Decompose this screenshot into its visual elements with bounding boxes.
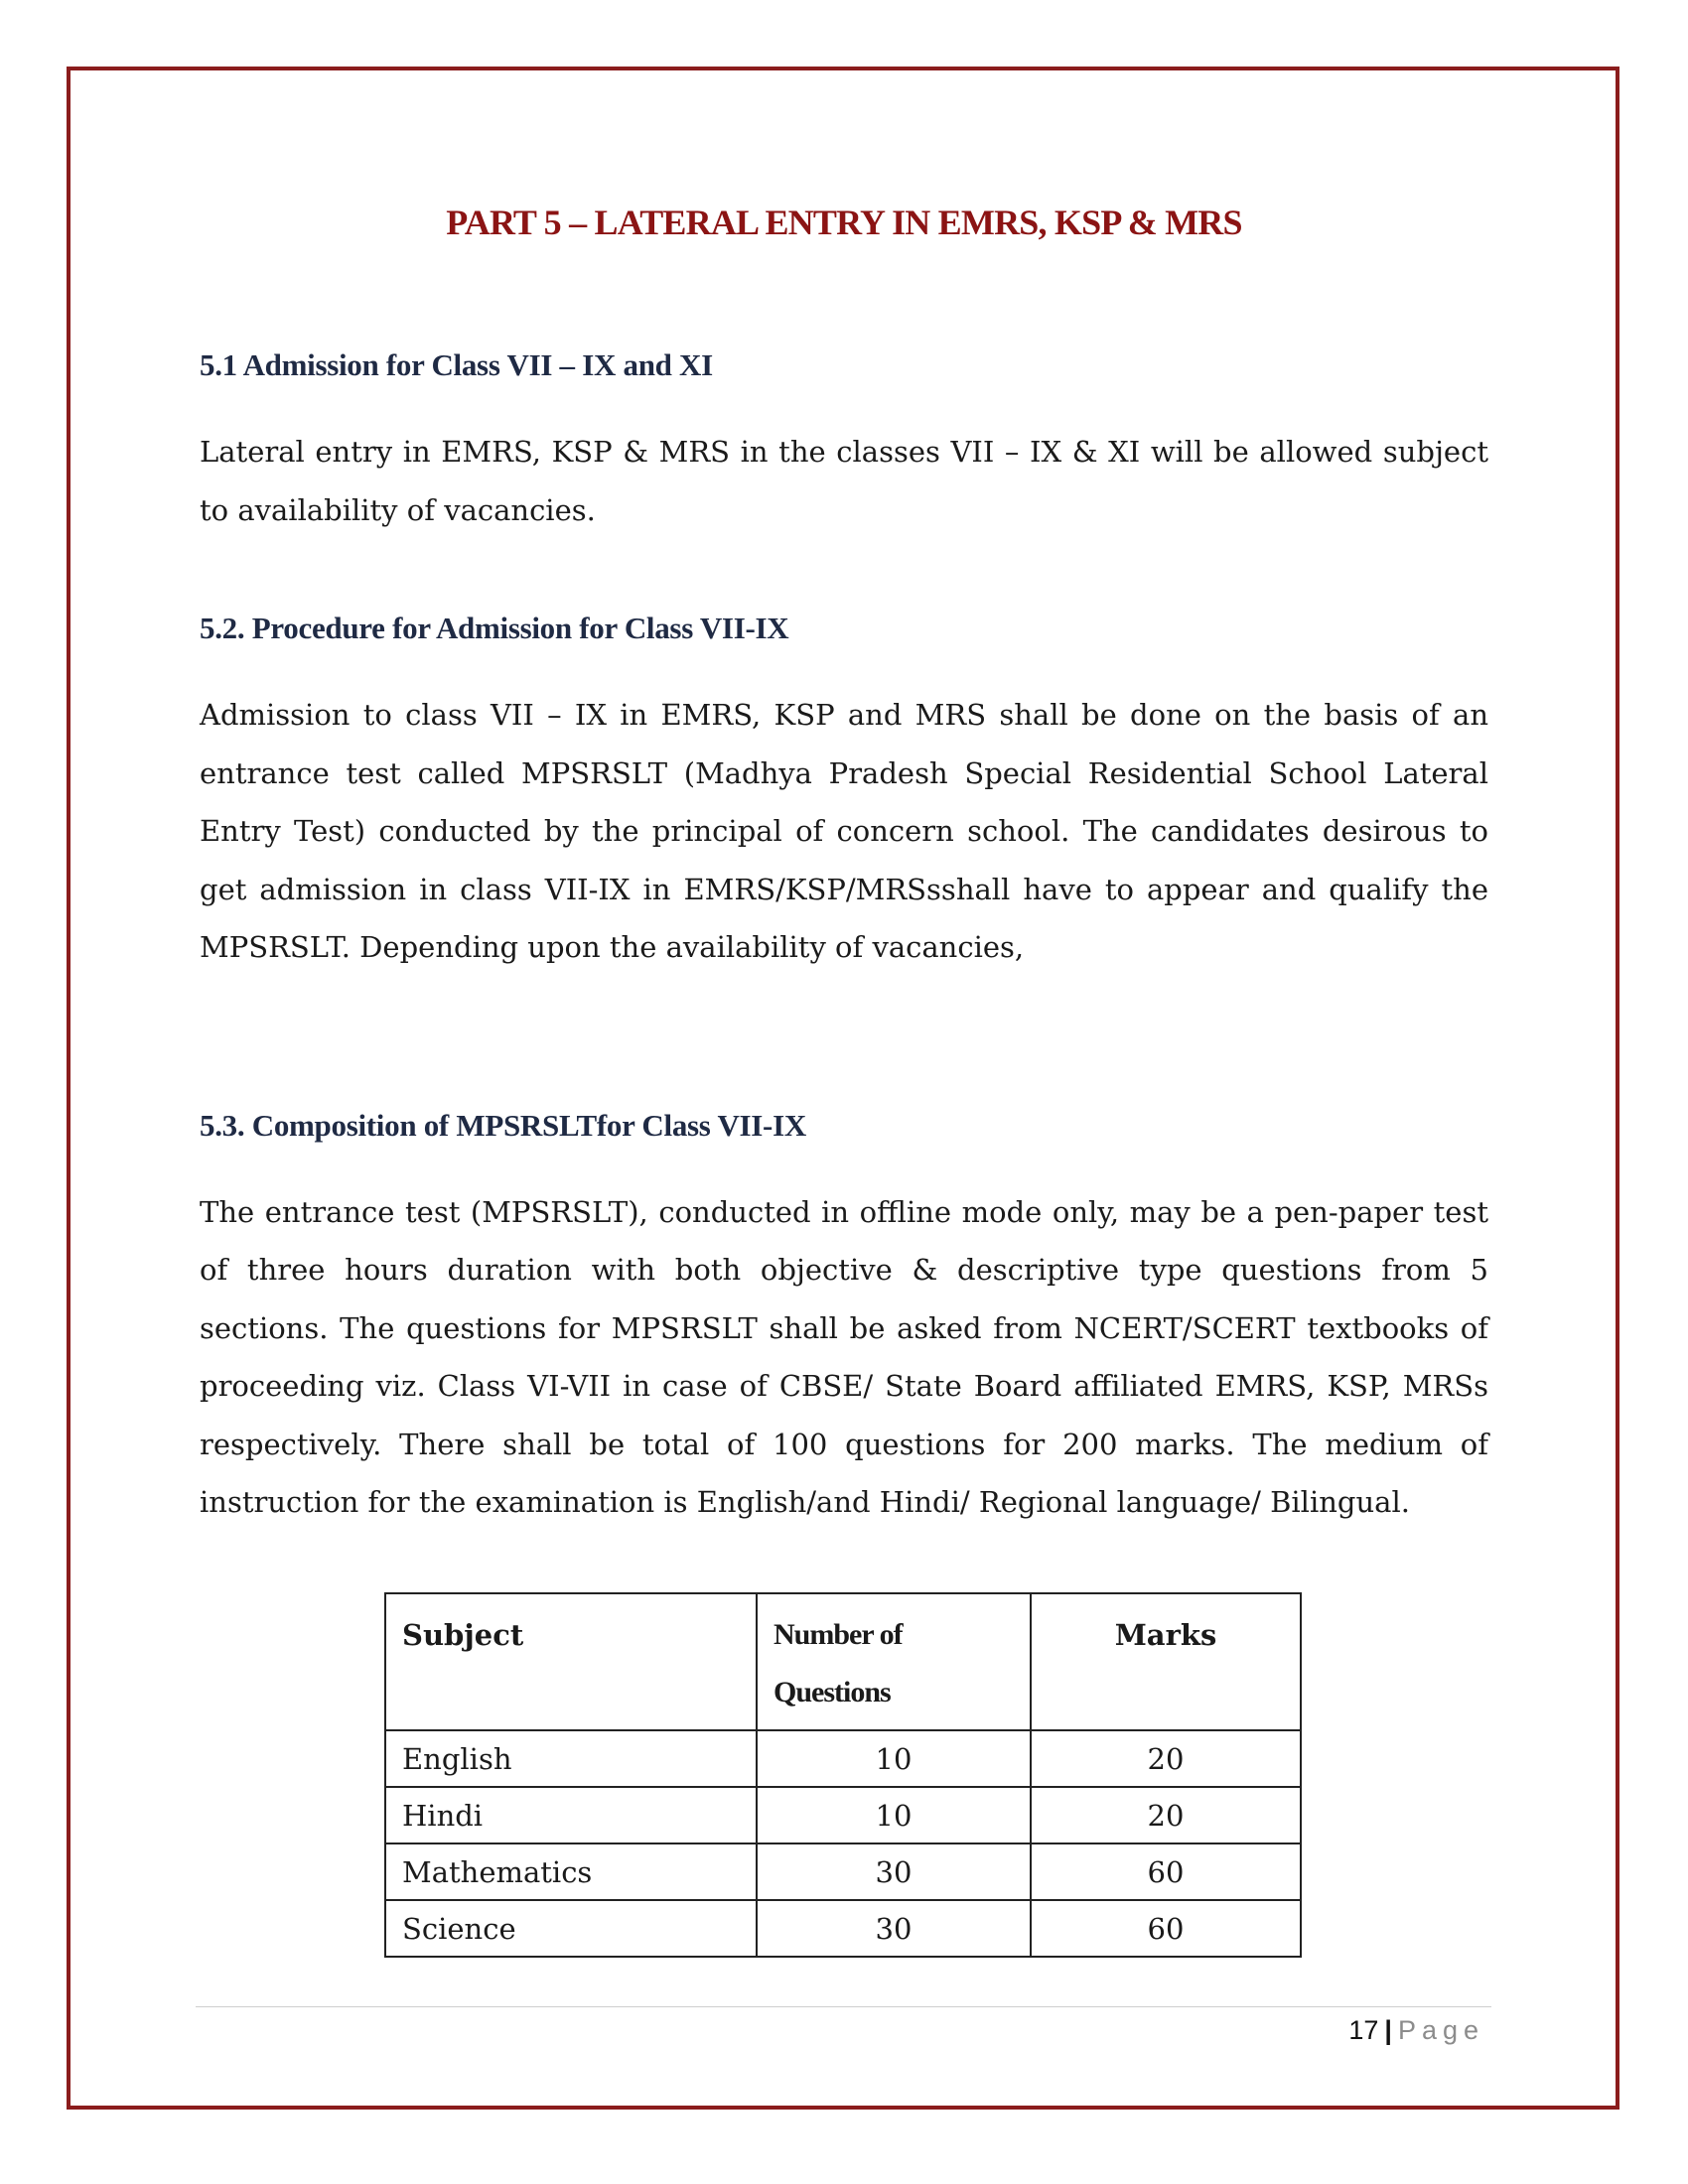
header-subject: Subject xyxy=(385,1593,757,1730)
table-row xyxy=(385,1787,1301,1843)
section-paragraph-5-1: Lateral entry in EMRS, KSP & MRS in the classes VII – IX & XI will be allowed subject to availability of vacancies. xyxy=(200,435,1488,527)
page-word: Page xyxy=(1397,2015,1484,2045)
section-paragraph-5-2: Admission to class VII – IX in EMRS, KSP and MRS shall be done on the basis of an entrance test called MPSRSLT (Madhya Pradesh Special Residential School Lateral Entry Test) conducted by the principal of concern school. The candidates desirous to get admission in class VII-IX in EMRS/KSP/MRSsshall have to appear and qualify the MPSRSLT. Depending upon the availability of vacancies, xyxy=(200,698,1488,964)
footer-divider xyxy=(196,2006,1491,2007)
page-content xyxy=(200,199,1488,1532)
part-title: PART 5 – LATERAL ENTRY IN EMRS, KSP & MRS xyxy=(446,203,1242,242)
table-row xyxy=(385,1730,1301,1787)
table-header-row xyxy=(385,1593,1301,1730)
cell-marks: 20 xyxy=(1031,1730,1301,1787)
cell-subject: Mathematics xyxy=(385,1843,757,1900)
table-row xyxy=(385,1900,1301,1957)
subject-marks-table xyxy=(384,1592,1302,1958)
cell-subject: Science xyxy=(385,1900,757,1957)
subject-table-wrapper xyxy=(384,1592,1302,1958)
cell-marks: 60 xyxy=(1031,1900,1301,1957)
cell-questions: 10 xyxy=(757,1787,1031,1843)
footer-separator: | xyxy=(1384,2015,1392,2045)
section-heading-5-2: 5.2. Procedure for Admission for Class VII-IX xyxy=(200,611,789,645)
cell-questions: 30 xyxy=(757,1900,1031,1957)
section-paragraph-5-3: The entrance test (MPSRSLT), conducted in offline mode only, may be a pen-paper test of three hours duration with both objective & descriptive type questions from 5 sections. The questions for MPSRSLT shall be asked from NCERT/SCERT textbooks of proceeding viz. Class VI-VII in case of CBSE/ State Board affiliated EMRS, KSP, MRSs respectively. There shall be total of 100 questions for 200 marks. The medium of instruction for the examination is English/and Hindi/ Regional language/ Bilingual. xyxy=(200,1194,1488,1519)
cell-subject: Hindi xyxy=(385,1787,757,1843)
cell-marks: 60 xyxy=(1031,1843,1301,1900)
cell-questions: 10 xyxy=(757,1730,1031,1787)
cell-marks: 20 xyxy=(1031,1787,1301,1843)
section-heading-5-3: 5.3. Composition of MPSRSLTfor Class VII-IX xyxy=(200,1107,806,1143)
cell-subject: English xyxy=(385,1730,757,1787)
table-row xyxy=(385,1843,1301,1900)
page-number: 17 xyxy=(1348,2015,1379,2045)
page-footer xyxy=(1348,2015,1484,2046)
section-heading-5-1: 5.1 Admission for Class VII – IX and XI xyxy=(200,347,713,382)
header-number-of-questions: Number of Questions xyxy=(757,1593,1031,1730)
header-marks: Marks xyxy=(1031,1593,1301,1730)
cell-questions: 30 xyxy=(757,1843,1031,1900)
